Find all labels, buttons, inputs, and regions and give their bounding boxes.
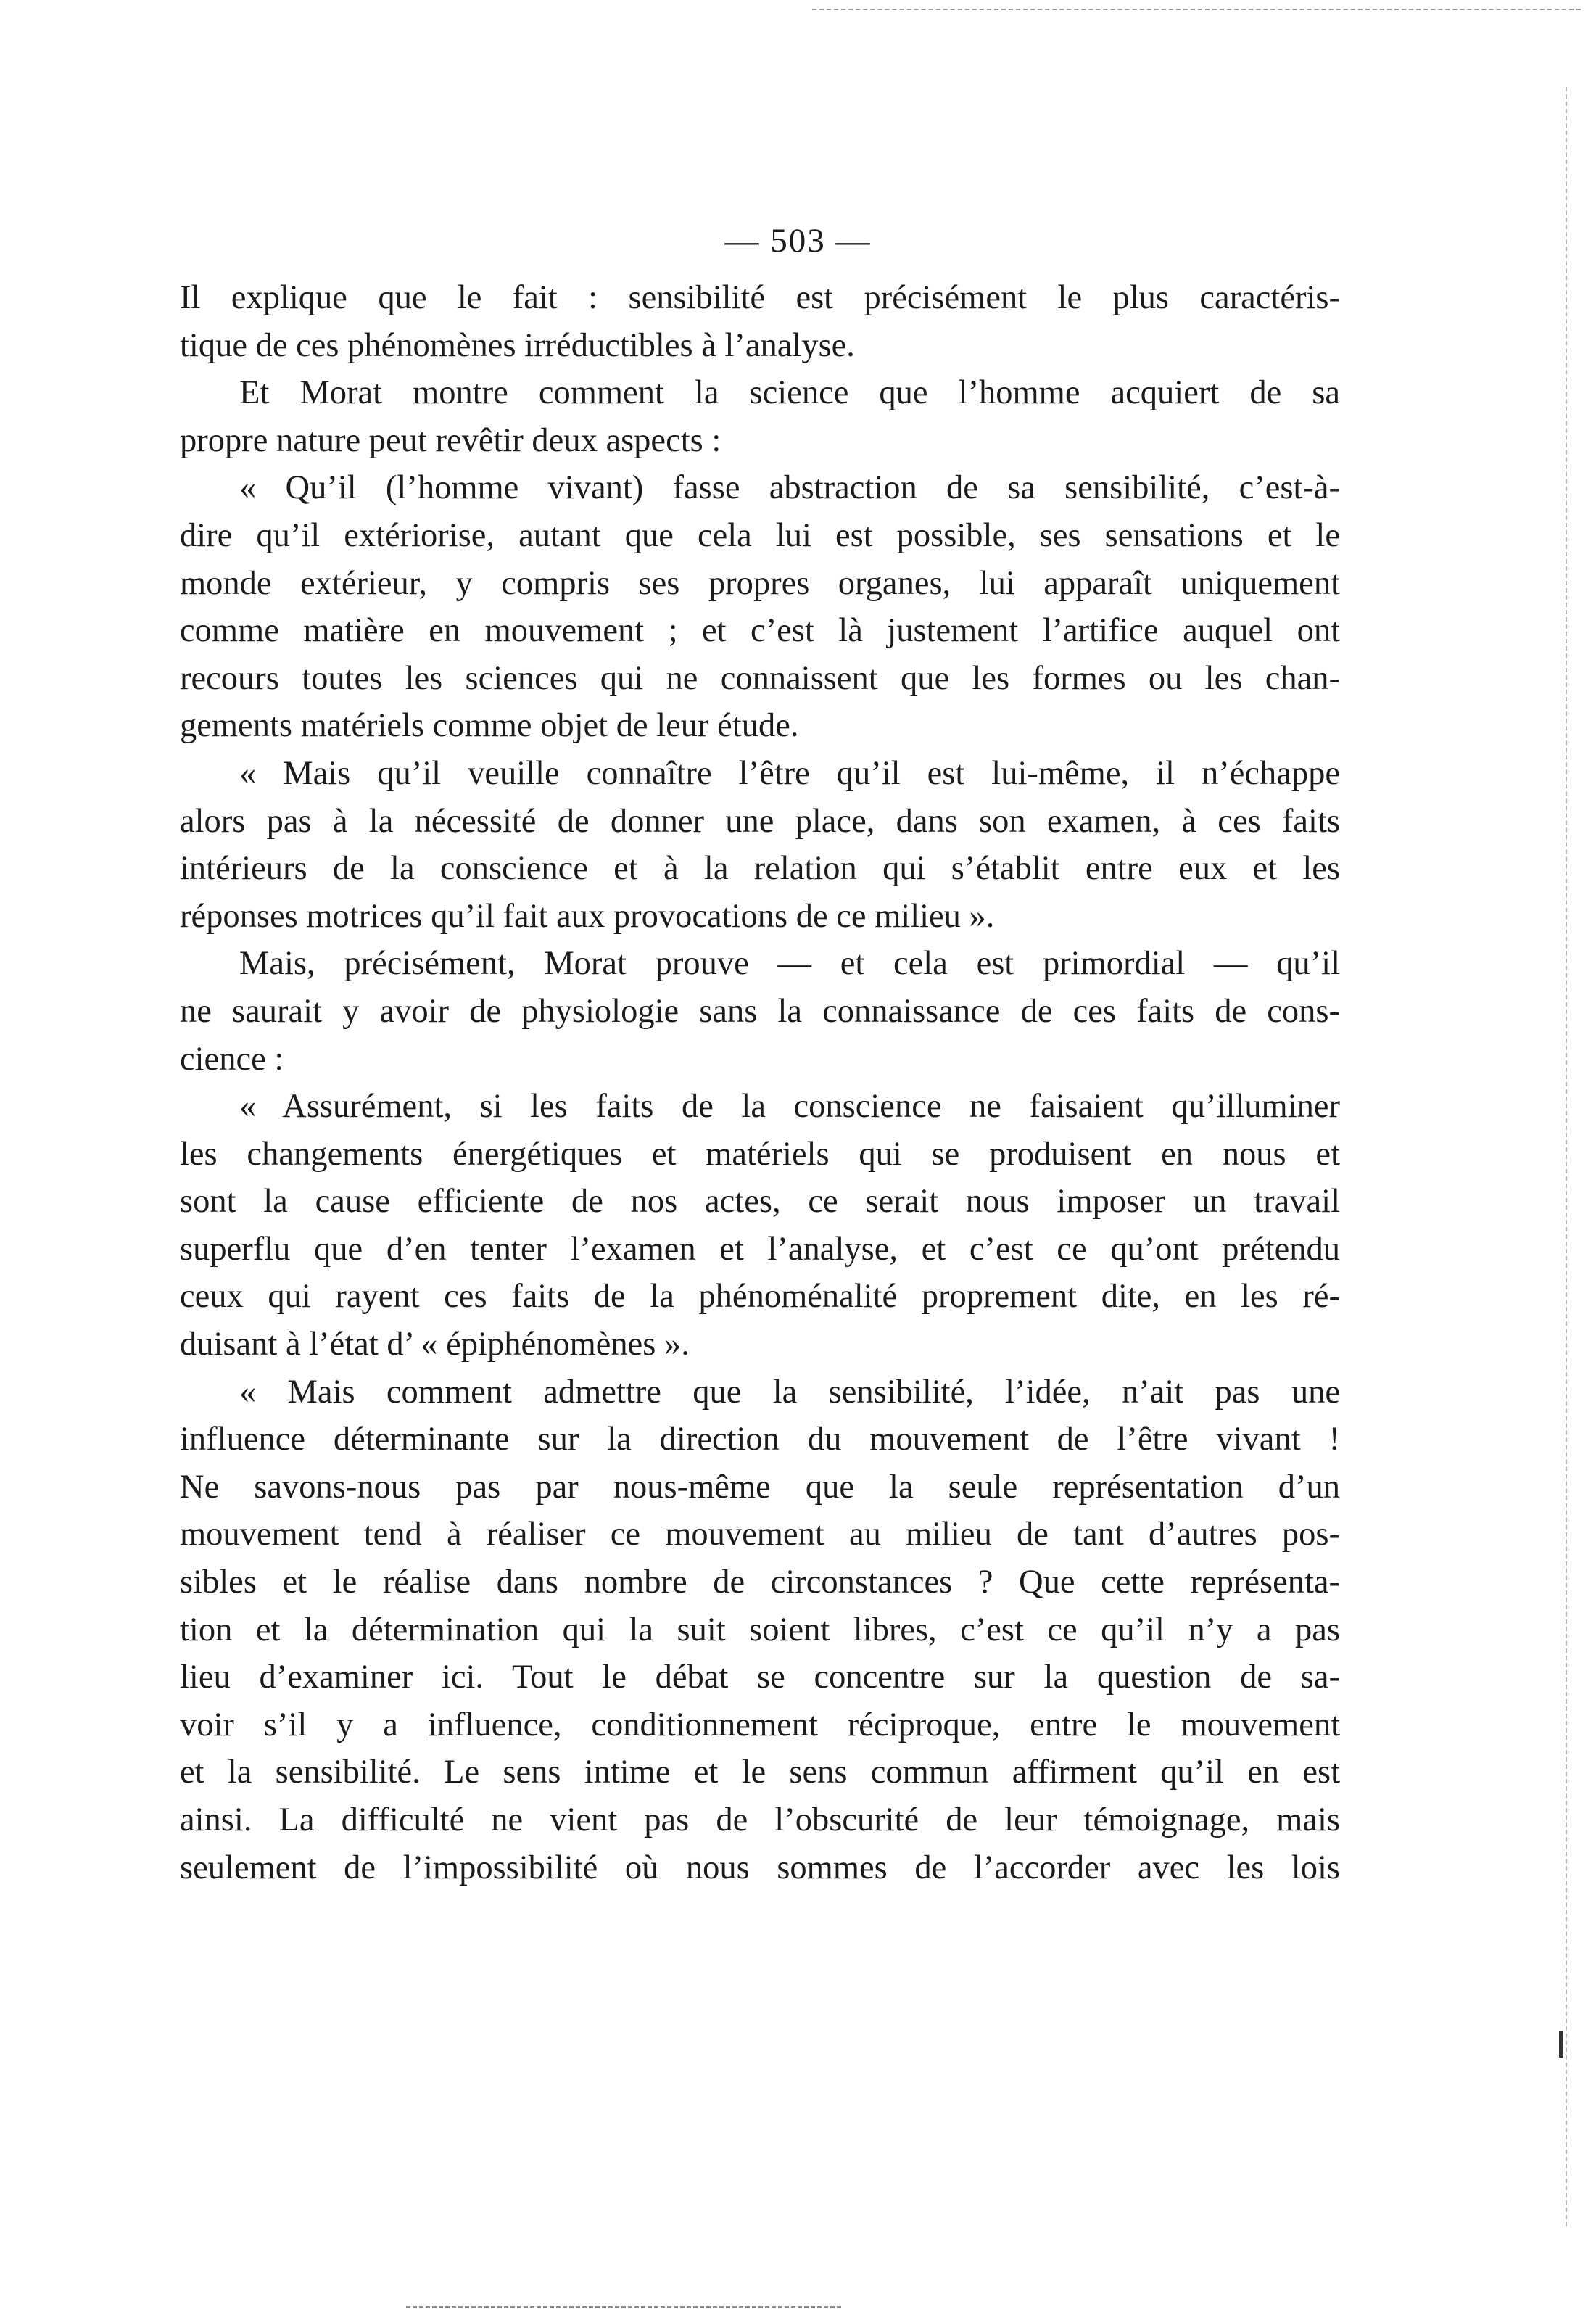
- text-line: « Qu’il (l’homme vivant) fasse abstraction de sa sensibilité, c’est-à-: [239, 469, 1340, 507]
- text-line: et la sensibilité. Le sens intime et le sens commun affirment qu’il en est: [180, 1754, 1340, 1791]
- text-line: « Mais qu’il veuille connaître l’être qu’il est lui-même, il n’échappe: [239, 754, 1340, 792]
- text-line: lieu d’examiner ici. Tout le débat se concentre sur la question de sa-: [180, 1659, 1340, 1696]
- text-line: ainsi. La difficulté ne vient pas de l’obscurité de leur témoignage, mais: [180, 1801, 1340, 1838]
- text-line: recours toutes les sciences qui ne connaissent que les formes ou les chan-: [180, 659, 1340, 697]
- text-line: alors pas à la nécessité de donner une place, dans son examen, à ces faits: [180, 802, 1340, 840]
- text-line: « Assurément, si les faits de la conscience ne faisaient qu’illuminer: [239, 1088, 1340, 1126]
- text-line: voir s’il y a influence, conditionnement réciproque, entre le mouvement: [180, 1706, 1340, 1743]
- scan-edge-bottom: [406, 2306, 841, 2308]
- text-line: comme matière en mouvement ; et c’est là justement l’artifice auquel ont: [180, 612, 1340, 650]
- text-line: les changements énergétiques et matériels qui se produisent en nous et: [180, 1135, 1340, 1173]
- text-line: sibles et le réalise dans nombre de circonstances ? Que cette représenta-: [180, 1564, 1340, 1601]
- text-line: tion et la détermination qui la suit soient libres, c’est ce qu’il n’y a pas: [180, 1611, 1340, 1648]
- text-line: monde extérieur, y compris ses propres organes, lui apparaît uniquement: [180, 564, 1340, 602]
- text-line: cience :: [180, 1040, 284, 1078]
- text-line: Mais, précisément, Morat prouve — et cela est primordial — qu’il: [239, 945, 1340, 983]
- scan-mark: [1559, 2031, 1563, 2058]
- text-line: sont la cause efficiente de nos actes, ce serait nous imposer un travail: [180, 1183, 1340, 1221]
- text-line: Et Morat montre comment la science que l’homme acquiert de sa: [239, 374, 1340, 412]
- text-line: dire qu’il extériorise, autant que cela lui est possible, ses sensations et le: [180, 516, 1340, 554]
- page-number: — 503 —: [724, 222, 872, 260]
- text-line: ne saurait y avoir de physiologie sans la connaissance de ces faits de cons-: [180, 992, 1340, 1030]
- text-line: mouvement tend à réaliser ce mouvement au milieu de tant d’autres pos-: [180, 1516, 1340, 1553]
- text-line: tique de ces phénomènes irréductibles à l’analyse.: [180, 326, 855, 364]
- text-line: superflu que d’en tenter l’examen et l’analyse, et c’est ce qu’ont prétendu: [180, 1230, 1340, 1268]
- scan-edge-top: [812, 9, 1581, 10]
- body-text: [180, 274, 1340, 1891]
- text-line: « Mais comment admettre que la sensibilité, l’idée, n’ait pas une: [239, 1373, 1340, 1411]
- text-line: Il explique que le fait : sensibilité est précisément le plus caractéris-: [180, 279, 1340, 316]
- text-line: seulement de l’impossibilité où nous sommes de l’accorder avec les lois: [180, 1849, 1340, 1886]
- text-line: gements matériels comme objet de leur étude.: [180, 707, 799, 745]
- scan-edge-right: [1566, 87, 1567, 2226]
- text-line: duisant à l’état d’ « épiphénomènes ».: [180, 1326, 690, 1363]
- text-line: réponses motrices qu’il fait aux provocations de ce milieu ».: [180, 897, 995, 935]
- text-line: Ne savons-nous pas par nous-même que la seule représentation d’un: [180, 1468, 1340, 1506]
- text-line: ceux qui rayent ces faits de la phénoménalité proprement dite, en les ré-: [180, 1278, 1340, 1316]
- text-line: intérieurs de la conscience et à la relation qui s’établit entre eux et les: [180, 850, 1340, 888]
- text-line: influence déterminante sur la direction du mouvement de l’être vivant !: [180, 1421, 1340, 1458]
- text-line: propre nature peut revêtir deux aspects :: [180, 421, 721, 459]
